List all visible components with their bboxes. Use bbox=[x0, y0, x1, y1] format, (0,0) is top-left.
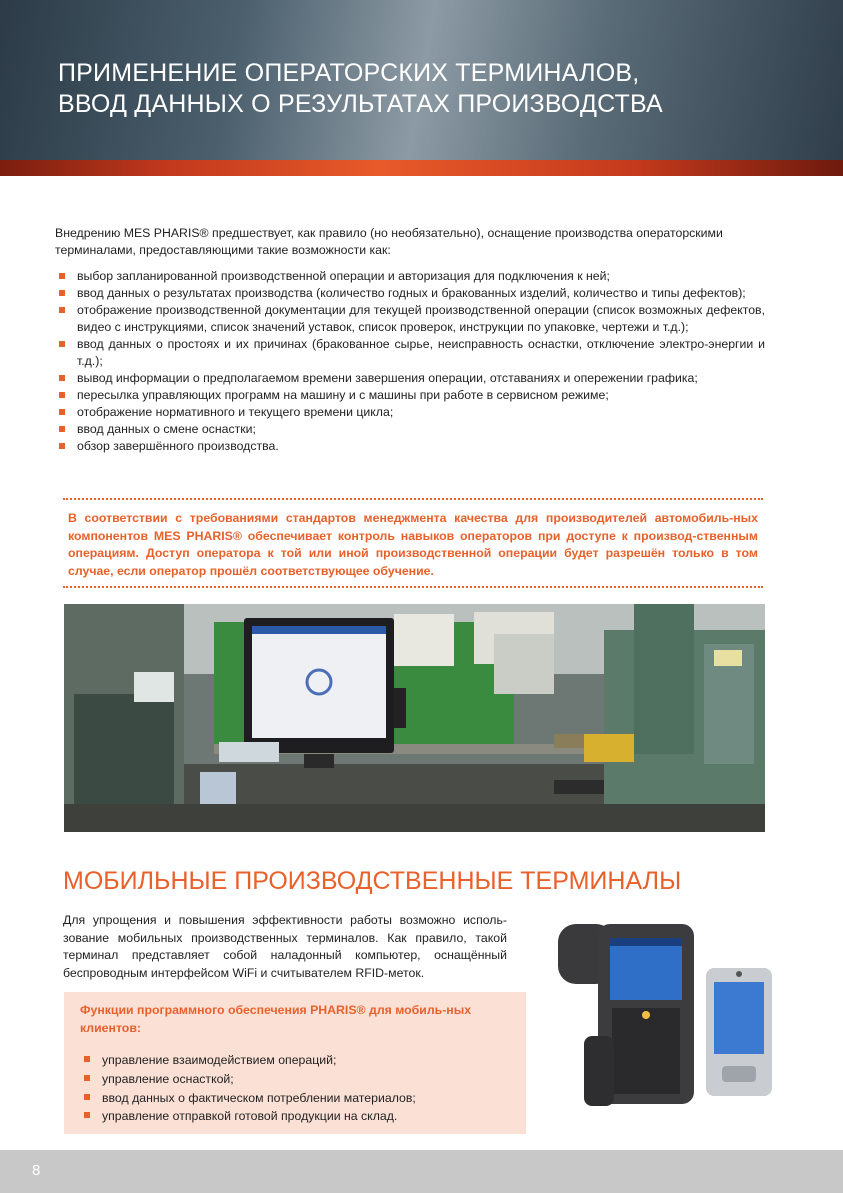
bullet-icon bbox=[59, 409, 65, 415]
header-banner bbox=[0, 0, 843, 160]
page-title-line-2: ВВОД ДАННЫХ О РЕЗУЛЬТАТАХ ПРОИЗВОДСТВА bbox=[58, 90, 663, 118]
bullet-icon bbox=[84, 1075, 90, 1081]
bullet-icon bbox=[59, 426, 65, 432]
bullet-icon bbox=[59, 273, 65, 279]
functions-list bbox=[80, 1051, 510, 1126]
bullet-icon bbox=[59, 443, 65, 449]
notice-divider-bottom bbox=[63, 586, 763, 588]
bullet-icon bbox=[84, 1094, 90, 1100]
page-footer bbox=[0, 1150, 843, 1193]
list-item: вывод информации о предполагаемом времени завершения операции, отставаниях и опережении графика; bbox=[55, 370, 765, 387]
functions-title: Функции программного обеспечения PHARIS® для мобиль-ных клиентов: bbox=[80, 1003, 472, 1035]
quality-notice: В соответствии с требованиями стандартов менеджмента качества для производителей автомобиль-ных компонентов MES PHARIS® обеспечивает контроль навыков операторов при доступе к производ-ственным операциям. Доступ оператора к той или иной производственной операции будет разрешён только в том случае, если оператор прошёл соответствующее обучение. bbox=[68, 511, 758, 578]
intro-paragraph: Внедрению MES PHARIS® предшествует, как правило (но необязательно), оснащение производства операторскими терминалами, предоставляющими такие возможности как: bbox=[55, 226, 723, 257]
bullet-icon bbox=[59, 392, 65, 398]
bullet-icon bbox=[59, 307, 65, 313]
notice-divider-top bbox=[63, 498, 763, 500]
operator-terminal-photo bbox=[64, 604, 765, 832]
list-item: отображение производственной документации для текущей производственной операции (список возможных дефектов, видео с инструкциями, список значений уставок, список проверок, инструкции по упаковке, чертежи и т.д.); bbox=[55, 302, 765, 336]
list-item: управление оснасткой; bbox=[80, 1070, 510, 1089]
list-item: обзор завершённого производства. bbox=[55, 438, 765, 455]
bullet-icon bbox=[84, 1112, 90, 1118]
list-item: пересылка управляющих программ на машину и с машины при работе в сервисном режиме; bbox=[55, 387, 765, 404]
mobile-devices-image bbox=[548, 916, 788, 1116]
capabilities-list bbox=[55, 268, 765, 455]
list-item: выбор запланированной производственной операции и авторизация для подключения к ней; bbox=[55, 268, 765, 285]
bullet-icon bbox=[59, 290, 65, 296]
page-title bbox=[58, 58, 818, 120]
header-accent-stripe bbox=[0, 160, 843, 176]
list-item: управление взаимодействием операций; bbox=[80, 1051, 510, 1070]
section-title: МОБИЛЬНЫЕ ПРОИЗВОДСТВЕННЫЕ ТЕРМИНАЛЫ bbox=[63, 867, 682, 895]
list-item: ввод данных о результатах производства (количество годных и бракованных изделий, количество и типы дефектов); bbox=[55, 285, 765, 302]
list-item: ввод данных о фактическом потреблении материалов; bbox=[80, 1089, 510, 1108]
bullet-icon bbox=[59, 375, 65, 381]
functions-box bbox=[64, 992, 526, 1134]
page-number: 8 bbox=[32, 1162, 41, 1179]
list-item: ввод данных о простоях и их причинах (бракованное сырье, неисправность оснастки, отключение электро-энергии и т.д.); bbox=[55, 336, 765, 370]
bullet-icon bbox=[59, 341, 65, 347]
mobile-paragraph: Для упрощения и повышения эффективности работы возможно исполь-зование мобильных производственных терминалов. Как правило, такой терминал представляет собой наладонный компьютер, оснащённый беспроводным интерфейсом WiFi и считывателем RFID-меток. bbox=[63, 913, 507, 980]
bullet-icon bbox=[84, 1056, 90, 1062]
list-item: ввод данных о смене оснастки; bbox=[55, 421, 765, 438]
list-item: управление отправкой готовой продукции на склад. bbox=[80, 1107, 510, 1126]
page-title-line-1: ПРИМЕНЕНИЕ ОПЕРАТОРСКИХ ТЕРМИНАЛОВ, bbox=[58, 59, 640, 87]
list-item: отображение нормативного и текущего времени цикла; bbox=[55, 404, 765, 421]
